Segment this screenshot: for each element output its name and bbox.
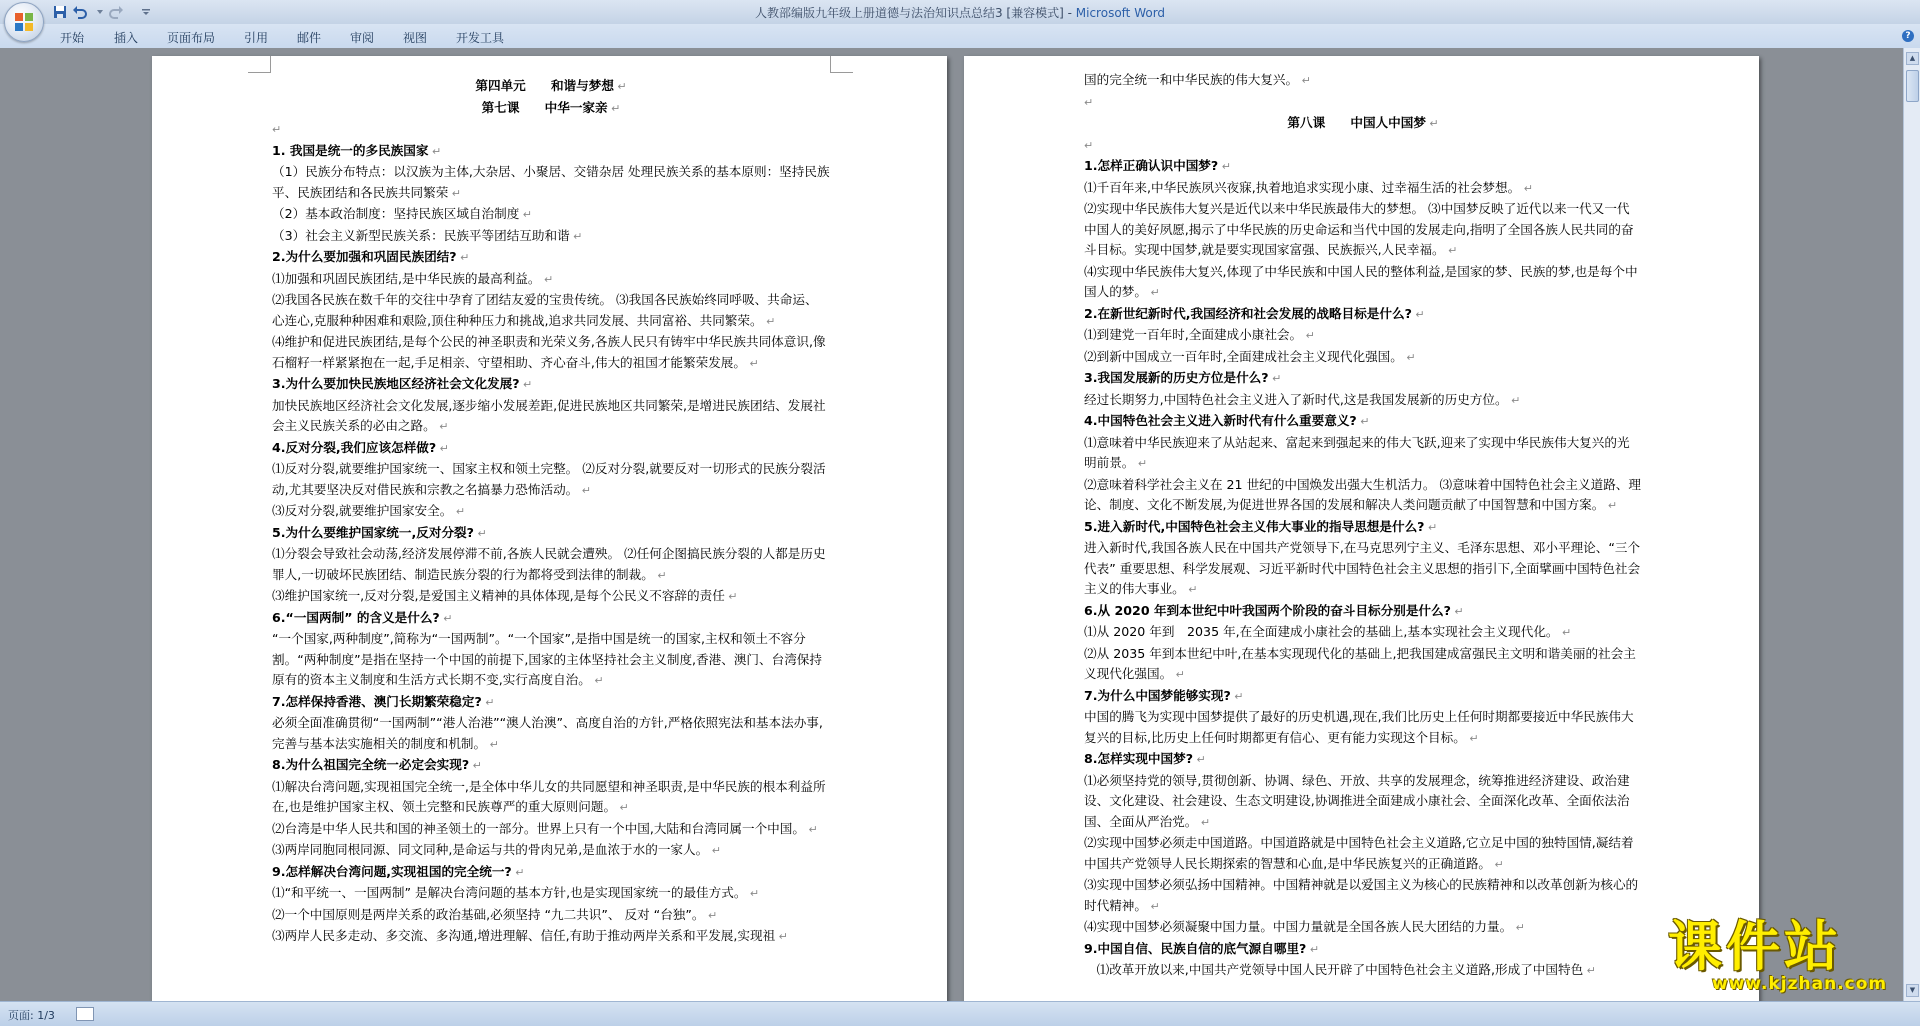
paragraph-text: 中国的腾飞为实现中国梦提供了最好的历史机遇,现在,我们比历史上任何时期都要接近中华民族伟大复兴的目标,比历史上任何时期都更有信心、更有能力实现这个目标。 xyxy=(1084,709,1634,745)
tab-home[interactable]: 开始 xyxy=(60,31,85,45)
paragraph-mark-icon: ↵ xyxy=(1084,138,1094,152)
paragraph-mark-icon: ↵ xyxy=(1306,942,1320,956)
margin-corner-mark xyxy=(248,56,271,73)
page-1-text[interactable] xyxy=(272,76,830,948)
help-icon[interactable]: ? xyxy=(1902,30,1914,42)
paragraph xyxy=(1084,135,1642,157)
paragraph-mark-icon: ↵ xyxy=(469,759,482,772)
paragraph-mark-icon: ↵ xyxy=(569,229,583,243)
paragraph-mark-icon: ↵ xyxy=(1146,899,1160,913)
scroll-up-icon[interactable]: ▲ xyxy=(1906,52,1919,65)
document-area[interactable] xyxy=(0,48,1920,1001)
paragraph-mark-icon: ↵ xyxy=(1218,160,1231,173)
paragraph-text: 8.怎样实现中国梦? xyxy=(1084,751,1194,766)
paragraph-mark-icon: ↵ xyxy=(804,822,818,836)
paragraph-mark-icon: ↵ xyxy=(1172,668,1185,681)
paragraph-text: ⑴加强和巩固民族团结,是中华民族的最高利益。 xyxy=(272,270,541,286)
paragraph-mark-icon: ↵ xyxy=(540,272,554,286)
paragraph xyxy=(272,269,830,291)
paragraph-text: ⑵从 2035 年到本世纪中叶,在基本实现现代化的基础上,把我国建成富强民主文明和谐美丽的社会主义现代化强国。 xyxy=(1084,645,1636,681)
scrollbar-thumb[interactable] xyxy=(1906,70,1919,102)
paragraph-text: 进入新时代,我国各族人民在中国共产党领导下,在马克思列宁主义、毛泽东思想、邓小平理论、“三个代表” 重要思想、科学发展观、习近平新时代中国特色社会主义思想的指引下,全面擘画中国特色社会主义的伟大事业。 xyxy=(1084,540,1641,596)
paragraph xyxy=(1084,199,1642,262)
paragraph xyxy=(272,586,830,608)
paragraph-mark-icon: ↵ xyxy=(1197,815,1211,829)
paragraph-text: ⑷实现中华民族伟大复兴,体现了中华民族和中国人民的整体利益,是国家的梦、民族的梦,也是每个中国人的梦。 xyxy=(1084,263,1638,299)
paragraph-text: 6.“一国两制” 的含义是什么? xyxy=(272,609,440,625)
ribbon-tabs xyxy=(0,24,1920,49)
paragraph-mark-icon: ↵ xyxy=(653,568,667,582)
paragraph-mark-icon: ↵ xyxy=(1444,244,1458,257)
paragraph-text: ⑶反对分裂,就要维护国家安全。 xyxy=(272,503,453,518)
paragraph-mark-icon: ↵ xyxy=(448,186,462,200)
paragraph-text: 2.在新世纪新时代,我国经济和社会发展的战略目标是什么? xyxy=(1084,305,1412,321)
section-heading xyxy=(1084,411,1642,433)
paragraph xyxy=(272,713,830,755)
paragraph-text: ⑴必须坚持党的领导,贯彻创新、协调、绿色、开放、共享的发展理念，统筹推进经济建设、政治建设、文化建设、社会建设、生态文明建设,协调推进全面建成小康社会、全面深化改革、全面依法治国、全面从严治党。 xyxy=(1084,772,1630,829)
paragraph-text: 5.为什么要维护国家统一,反对分裂? xyxy=(272,524,474,540)
paragraph xyxy=(272,226,830,248)
paragraph-text: 1.怎样正确认识中国梦? xyxy=(1084,158,1219,173)
paragraph xyxy=(272,204,830,226)
paragraph-mark-icon: ↵ xyxy=(1193,753,1206,766)
paragraph xyxy=(272,501,830,523)
paragraph-mark-icon: ↵ xyxy=(1184,583,1198,596)
paragraph-mark-icon: ↵ xyxy=(708,844,721,857)
paragraph-text: 第八课 中国人中国梦 xyxy=(1287,115,1426,130)
paragraph-mark-icon: ↵ xyxy=(1604,499,1618,512)
paragraph-text: ⑴千百年来,中华民族夙兴夜寐,执着地追求实现小康、过幸福生活的社会梦想。 xyxy=(1084,179,1521,195)
app-name: Microsoft Word xyxy=(1075,6,1166,20)
section-heading xyxy=(272,862,830,884)
paragraph-text: ⑵到新中国成立一百年时,全面建成社会主义现代化强国。 xyxy=(1084,348,1403,364)
paragraph-mark-icon: ↵ xyxy=(1425,117,1439,130)
section-heading xyxy=(1084,601,1642,623)
paragraph-text: 2.为什么要加强和巩固民族团结? xyxy=(272,249,457,264)
paragraph-mark-icon: ↵ xyxy=(1558,626,1572,639)
paragraph-mark-icon: ↵ xyxy=(1356,415,1370,428)
paragraph-text: （1）民族分布特点：以汉族为主体,大杂居、小聚居、交错杂居 处理民族关系的基本原则：坚持民族平、民族团结和各民族共同繁荣 xyxy=(272,164,830,200)
paragraph-mark-icon: ↵ xyxy=(456,251,470,264)
document-title: 人教部编版九年级上册道德与法治知识点总结3 [兼容模式] xyxy=(754,6,1064,20)
tab-references[interactable]: 引用 xyxy=(244,31,269,45)
tab-developer[interactable]: 开发工具 xyxy=(456,31,505,45)
status-bar xyxy=(0,1001,1920,1026)
paragraph-text: ⑵实现中华民族伟大复兴是近代以来中华民族最伟大的梦想。 ⑶中国梦反映了近代以来一代又一代中国人的美好夙愿,揭示了中华民族的历史命运和当代中国的发展走向,指明了全国各族人民共同的奋斗目标。实现中国梦,就是要实现国家富强、民族振兴,人民幸福。 xyxy=(1084,201,1634,257)
paragraph xyxy=(272,162,830,204)
paragraph-text: ⑶两岸同胞同根同源、同文同种,是命运与共的骨肉兄弟,是血浓于水的一家人。 xyxy=(272,842,709,857)
paragraph xyxy=(1084,960,1642,982)
section-heading xyxy=(272,141,830,163)
section-heading xyxy=(1084,304,1642,326)
paragraph-mark-icon: ↵ xyxy=(1134,457,1148,470)
paragraph-text: 经过长期努力,中国特色社会主义进入了新时代,这是我国发展新的历史方位。 xyxy=(1084,391,1508,407)
paragraph-mark-icon: ↵ xyxy=(1520,181,1533,195)
paragraph xyxy=(272,629,830,692)
section-heading xyxy=(272,438,830,460)
proofing-icon[interactable] xyxy=(76,1007,94,1021)
section-heading xyxy=(1084,939,1642,961)
paragraph-mark-icon: ↵ xyxy=(452,505,466,518)
paragraph xyxy=(272,396,830,438)
paragraph-mark-icon: ↵ xyxy=(1507,393,1521,407)
paragraph-text: 9.中国自信、民族自信的底气源自哪里? xyxy=(1084,940,1307,956)
paragraph-mark-icon: ↵ xyxy=(1512,921,1525,934)
scroll-down-icon[interactable]: ▼ xyxy=(1906,984,1919,997)
paragraph xyxy=(272,119,830,141)
paragraph-text: ⑶两岸人民多走动、多交流、多沟通,增进理解、信任,有助于推动两岸关系和平发展,实现祖 xyxy=(272,928,776,943)
paragraph xyxy=(1084,875,1642,917)
section-heading xyxy=(272,374,830,396)
section-heading xyxy=(272,608,830,630)
paragraph-mark-icon: ↵ xyxy=(272,123,282,136)
paragraph xyxy=(272,840,830,862)
paragraph-text: ⑴意味着中华民族迎来了从站起来、富起来到强起来的伟大飞跃,迎来了实现中华民族伟大复兴的光明前景。 xyxy=(1084,434,1630,470)
paragraph-mark-icon: ↵ xyxy=(435,420,449,433)
paragraph-mark-icon: ↵ xyxy=(1411,307,1425,321)
paragraph-text: ⑴分裂会导致社会动荡,经济发展停滞不前,各族人民就会遭殃。 ⑵任何企图搞民族分裂的人都是历史罪人,一切破坏民族团结、制造民族分裂的行为都将受到法律的制裁。 xyxy=(272,546,826,582)
section-heading xyxy=(272,247,830,269)
paragraph-mark-icon: ↵ xyxy=(439,611,453,625)
paragraph xyxy=(1084,622,1642,644)
paragraph-text: 1. 我国是统一的多民族国家 xyxy=(272,142,429,158)
paragraph-text: 6.从 2020 年到本世纪中叶我国两个阶段的奋斗目标分别是什么? xyxy=(1084,602,1451,618)
office-button[interactable] xyxy=(4,2,44,42)
paragraph-mark-icon: ↵ xyxy=(473,526,487,540)
tab-page-layout[interactable]: 页面布局 xyxy=(167,31,216,45)
tab-review[interactable]: 审阅 xyxy=(350,31,375,45)
paragraph-mark-icon: ↵ xyxy=(1084,95,1094,109)
paragraph-mark-icon: ↵ xyxy=(704,908,718,922)
paragraph-mark-icon: ↵ xyxy=(486,737,499,751)
paragraph-text: 4.中国特色社会主义进入新时代有什么重要意义? xyxy=(1084,413,1357,428)
paragraph-mark-icon: ↵ xyxy=(1230,689,1244,703)
watermark-logo-text: 课件站 xyxy=(1668,915,1842,978)
paragraph-mark-icon: ↵ xyxy=(1424,520,1438,534)
paragraph-text: “一个国家,两种制度”,简称为“一国两制”。“一个国家”,是指中国是统一的国家,主权和领土不容分割。“两种制度”是指在坚持一个中国的前提下,国家的主体坚持社会主义制度,香港、澳门、台湾保持原有的资本主义制度和生活方式长期不变,实行高度自治。 xyxy=(272,631,822,687)
paragraph-text: ⑴改革开放以来,中国共产党领导中国人民开辟了中国特色社会主义道路,形成了中国特色 xyxy=(1084,962,1584,977)
paragraph xyxy=(272,459,830,501)
paragraph-text: ⑵实现中国梦必须走中国道路。中国道路就是中国特色社会主义道路,它立足中国的独特国情,凝结着中国共产党领导人民长期探索的智慧和心血,是中华民族复兴的正确道路。 xyxy=(1084,835,1634,871)
paragraph-mark-icon: ↵ xyxy=(1268,372,1282,385)
paragraph-mark-icon: ↵ xyxy=(616,801,629,814)
lesson-title xyxy=(272,98,830,120)
section-heading xyxy=(272,692,830,714)
paragraph-text: 第七课 中华一家亲 xyxy=(481,99,608,115)
section-heading xyxy=(1084,517,1642,539)
paragraph-text: ⑴反对分裂,就要维护国家统一、国家主权和领土完整。 ⑵反对分裂,就要反对一切形式的民族分裂活动,尤其要坚决反对借民族和宗教之名搞暴力恐怖活动。 xyxy=(272,461,826,497)
section-heading xyxy=(1084,156,1642,178)
paragraph xyxy=(1084,707,1642,749)
paragraph-text: 国的完全统一和中华民族的伟大复兴。 xyxy=(1084,72,1299,87)
paragraph-mark-icon: ↵ xyxy=(607,101,621,115)
paragraph-text: 加快民族地区经济社会文化发展,逐步缩小发展差距,促进民族地区共同繁荣,是增进民族团结、发展社会主义民族关系的必由之路。 xyxy=(272,397,826,433)
paragraph-mark-icon: ↵ xyxy=(1146,286,1160,299)
paragraph-text: ⑴到建党一百年时,全面建成小康社会。 xyxy=(1084,327,1303,342)
paragraph-text: ⑵我国各民族在数千年的交往中孕育了团结友爱的宝贵传统。 ⑶我国各民族始终同呼吸、共命运、心连心,克服种种困难和艰险,顶住种种压力和挑战,追求共同发展、共同富裕、共同繁荣。 xyxy=(272,292,818,328)
paragraph-mark-icon: ↵ xyxy=(724,590,738,603)
lesson-title xyxy=(1084,113,1642,135)
paragraph xyxy=(1084,325,1642,347)
paragraph-text: ⑵一个中国原则是两岸关系的政治基础,必须坚持 “九二共识”、 反对 “台独”。 xyxy=(272,906,705,922)
paragraph xyxy=(272,777,830,819)
margin-corner-mark xyxy=(830,56,853,73)
paragraph xyxy=(1084,433,1642,475)
paragraph-text: ⑶维护国家统一,反对分裂,是爱国主义精神的具体体现,是每个公民义不容辞的责任 xyxy=(272,588,725,603)
paragraph-mark-icon: ↵ xyxy=(590,674,604,687)
paragraph-text: 5.进入新时代,中国特色社会主义伟大事业的指导思想是什么? xyxy=(1084,518,1425,534)
page-2-text[interactable] xyxy=(1084,70,1642,982)
paragraph xyxy=(1084,538,1642,601)
paragraph-text: ⑴从 2020 年到 2035 年,在全面建成小康社会的基础上,基本实现社会主义现代化。 xyxy=(1084,624,1559,639)
paragraph-mark-icon: ↵ xyxy=(428,144,442,158)
paragraph xyxy=(1084,262,1642,304)
paragraph xyxy=(1084,347,1642,369)
paragraph-text: （2）基本政治制度：坚持民族区域自治制度 xyxy=(272,206,520,221)
tab-mailings[interactable]: 邮件 xyxy=(297,31,322,45)
paragraph xyxy=(1084,917,1642,939)
paragraph xyxy=(1084,771,1642,834)
paragraph-text: 7.为什么中国梦能够实现? xyxy=(1084,687,1231,703)
site-watermark xyxy=(1668,915,1918,1000)
paragraph-text: 7.怎样保持香港、澳门长期繁荣稳定? xyxy=(272,693,482,709)
paragraph-text: ⑵台湾是中华人民共和国的神圣领土的一部分。世界上只有一个中国,大陆和台湾同属一个中国。 xyxy=(272,820,805,836)
paragraph-text: （3）社会主义新型民族关系：民族平等团结互助和谐 xyxy=(272,227,570,243)
paragraph xyxy=(1084,178,1642,200)
paragraph-mark-icon: ↵ xyxy=(1302,329,1315,342)
paragraph-mark-icon: ↵ xyxy=(1491,857,1504,871)
paragraph xyxy=(272,883,830,905)
paragraph-mark-icon: ↵ xyxy=(613,80,627,93)
window-title: 人教部编版九年级上册道德与法治知识点总结3 [兼容模式] - Microsoft Word xyxy=(754,6,1166,20)
paragraph-text: ⑴解决台湾问题,实现祖国完全统一,是全体中华儿女的共同愿望和神圣职责,是中华民族的根本利益所在,也是维护国家主权、领土完整和民族尊严的重大原则问题。 xyxy=(272,778,826,814)
paragraph-text: 第四单元 和谐与梦想 xyxy=(475,78,614,93)
paragraph xyxy=(1084,475,1642,517)
vertical-scrollbar[interactable] xyxy=(1903,48,1920,1001)
paragraph-mark-icon: ↵ xyxy=(775,930,788,943)
section-heading xyxy=(1084,749,1642,771)
lesson-title xyxy=(272,76,830,98)
tab-view[interactable]: 视图 xyxy=(403,31,428,45)
title-bar xyxy=(0,0,1920,25)
paragraph xyxy=(1084,390,1642,412)
paragraph-text: ⑶实现中国梦必须弘扬中国精神。中国精神就是以爱国主义为核心的民族精神和以改革创新为核心的时代精神。 xyxy=(1084,877,1639,913)
paragraph-mark-icon: ↵ xyxy=(745,356,759,370)
section-heading xyxy=(272,755,830,777)
paragraph-text: 4.反对分裂,我们应该怎样做? xyxy=(272,439,437,455)
paragraph xyxy=(272,332,830,374)
paragraph xyxy=(1084,644,1642,686)
paragraph-mark-icon: ↵ xyxy=(578,483,591,497)
paragraph-text: 9.怎样解决台湾问题,实现祖国的完全统一? xyxy=(272,863,512,879)
paragraph-text: 3.为什么要加快民族地区经济社会文化发展? xyxy=(272,376,520,391)
paragraph-text: 必须全面准确贯彻“一国两制”“港人治港”“澳人治澳”、高度自治的方针,严格依照宪法和基本法办事,完善与基本法实施相关的制度和机制。 xyxy=(272,715,823,751)
section-heading xyxy=(272,523,830,545)
paragraph-text: 8.为什么祖国完全统一必定会实现? xyxy=(272,757,470,772)
paragraph-mark-icon: ↵ xyxy=(1402,350,1416,364)
paragraph-mark-icon: ↵ xyxy=(1583,964,1596,977)
paragraph xyxy=(272,926,830,948)
paragraph xyxy=(1084,833,1642,875)
paragraph-text: ⑷实现中国梦必须凝聚中国力量。中国力量就是全国各族人民大团结的力量。 xyxy=(1084,919,1513,934)
section-heading xyxy=(1084,368,1642,390)
page-counter[interactable]: 页面: 1/3 xyxy=(8,1009,55,1022)
paragraph-mark-icon: ↵ xyxy=(1465,731,1479,745)
tab-insert[interactable]: 插入 xyxy=(114,31,139,45)
paragraph-mark-icon: ↵ xyxy=(481,695,495,709)
page-2[interactable] xyxy=(964,56,1759,1001)
page-1[interactable] xyxy=(152,56,947,1001)
paragraph-mark-icon: ↵ xyxy=(436,441,449,455)
paragraph-text: ⑷维护和促进民族团结,是每个公民的神圣职责和光荣义务,各族人民只有铸牢中华民族共同体意识,像石榴籽一样紧紧抱在一起,手足相亲、守望相助、齐心奋斗,伟大的祖国才能繁荣发展。 xyxy=(272,334,826,370)
paragraph xyxy=(272,544,830,586)
paragraph-mark-icon: ↵ xyxy=(1450,604,1464,618)
paragraph xyxy=(272,819,830,841)
paragraph-text: ⑴“和平统一、一国两制” 是解决台湾问题的基本方针,也是实现国家统一的最佳方式。 xyxy=(272,885,747,900)
paragraph xyxy=(272,290,830,332)
paragraph xyxy=(272,905,830,927)
paragraph-mark-icon: ↵ xyxy=(1298,74,1311,87)
paragraph-mark-icon: ↵ xyxy=(762,314,776,328)
paragraph xyxy=(1084,70,1642,92)
section-heading xyxy=(1084,686,1642,708)
watermark-url: www.kjzhan.com xyxy=(1712,974,1888,994)
paragraph-mark-icon: ↵ xyxy=(746,887,760,900)
paragraph xyxy=(1084,92,1642,114)
paragraph-mark-icon: ↵ xyxy=(511,865,525,879)
paragraph-mark-icon: ↵ xyxy=(519,378,533,391)
paragraph-text: 3.我国发展新的历史方位是什么? xyxy=(1084,370,1269,385)
paragraph-text: ⑵意味着科学社会主义在 21 世纪的中国焕发出强大生机活力。 ⑶意味着中国特色社会主义道路、理论、制度、文化不断发展,为促进世界各国的发展和解决人类问题贡献了中国智慧和中国方案。 xyxy=(1084,476,1641,512)
paragraph-mark-icon: ↵ xyxy=(519,208,533,221)
office-logo-icon xyxy=(14,12,34,32)
